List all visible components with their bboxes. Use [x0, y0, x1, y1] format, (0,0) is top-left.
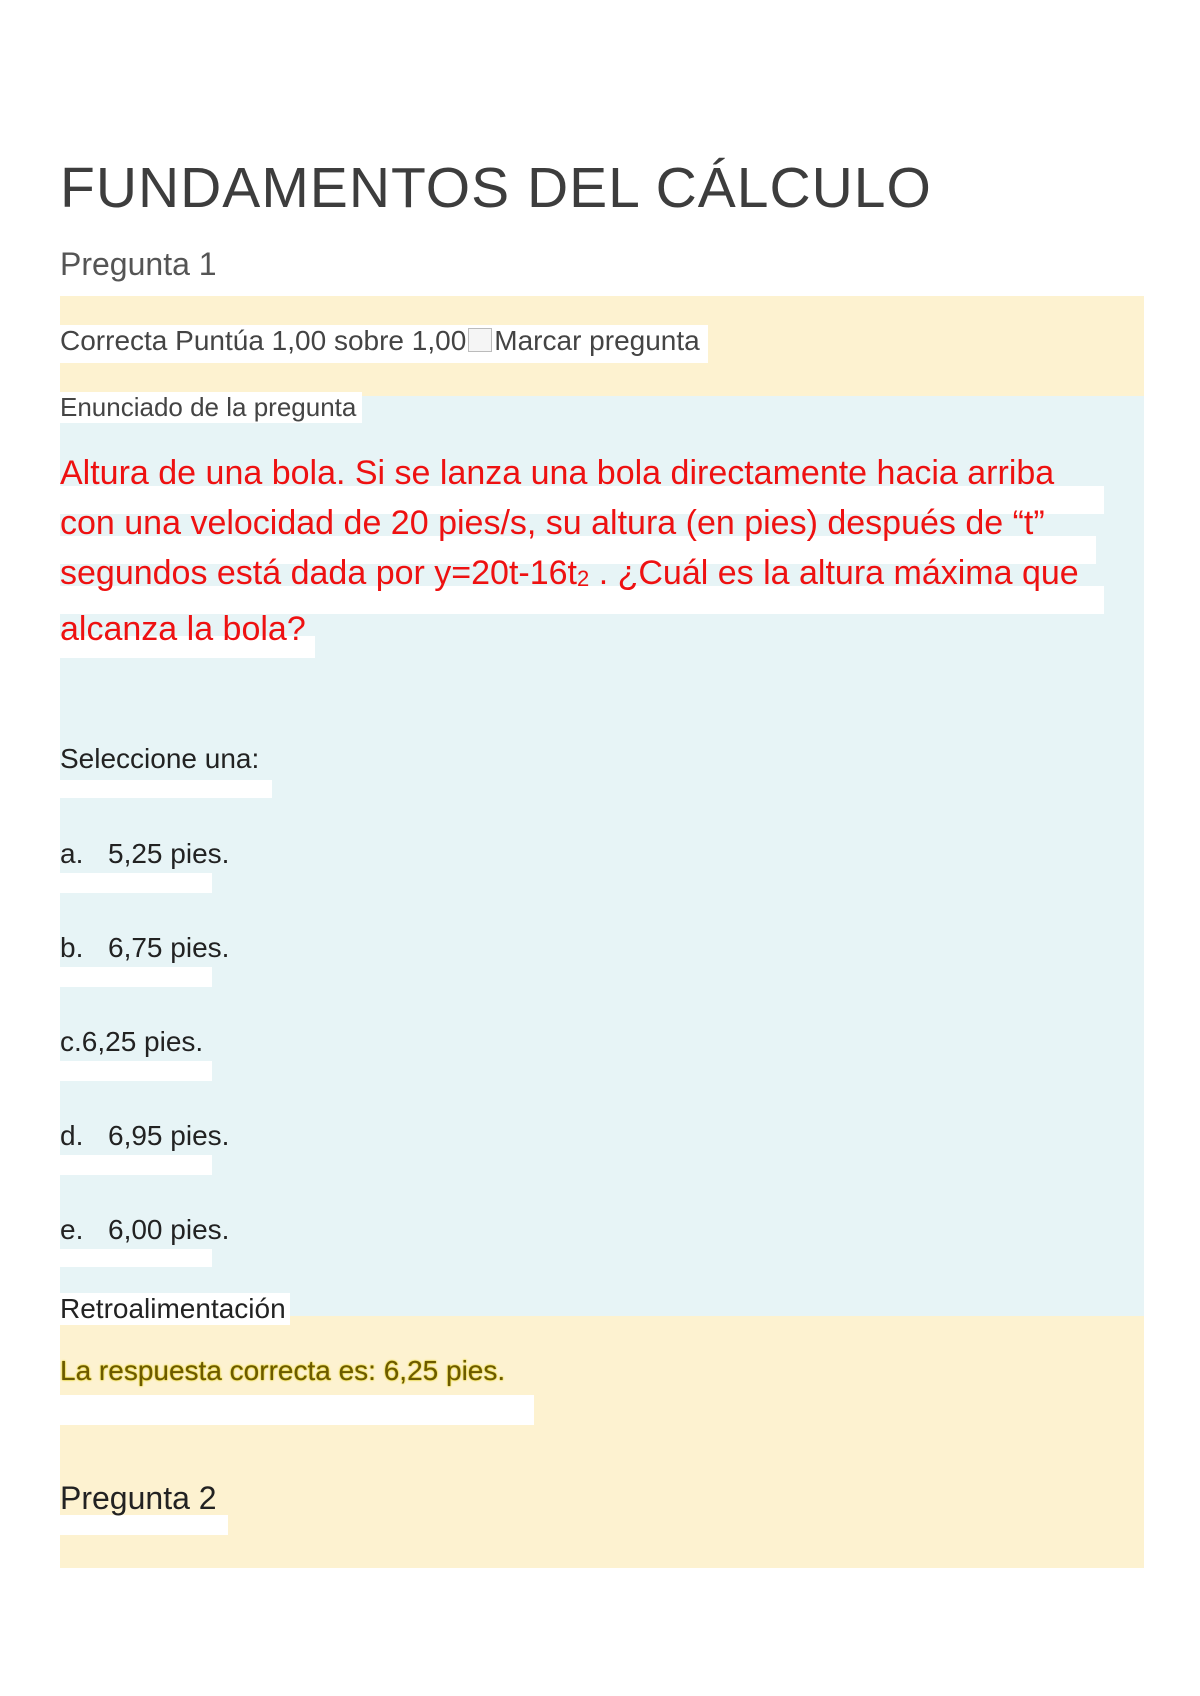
option-letter: d. [60, 1120, 84, 1151]
flag-question-link[interactable]: Marcar pregunta [494, 325, 700, 356]
text-strip [60, 873, 212, 893]
question-2-heading: Pregunta 2 [60, 1480, 217, 1516]
text-strip [60, 1061, 212, 1081]
answer-option-e[interactable] [60, 1214, 229, 1246]
option-letter: a. [60, 838, 84, 869]
option-letter: e. [60, 1214, 84, 1245]
question-score: Puntúa 1,00 sobre 1,00 [175, 325, 467, 356]
question-text-end: . ¿Cuál es la altura máxima que alcanza la bola? [60, 554, 1079, 648]
flag-checkbox[interactable] [468, 328, 492, 352]
page-title: FUNDAMENTOS DEL CÁLCULO [60, 156, 932, 220]
question-1-heading: Pregunta 1 [60, 246, 217, 282]
option-text: 6,95 pies. [108, 1120, 230, 1151]
answer-option-b[interactable] [60, 932, 229, 964]
option-letter: c. [60, 1026, 82, 1057]
question-text-main: Altura de una bola. Si se lanza una bola directamente hacia arriba con una velocidad de 20 pies/s, su altura (en pies) después de “t” segundos está dada por y=20t-16t [60, 454, 1055, 592]
select-one-label: Seleccione una: [60, 743, 260, 774]
answer-option-d[interactable] [60, 1120, 229, 1152]
answer-option-a[interactable] [60, 838, 229, 870]
option-text: 6,00 pies. [108, 1214, 230, 1245]
question-status: Correcta [60, 325, 168, 356]
answer-option-c[interactable] [60, 1026, 203, 1058]
text-strip [60, 1155, 212, 1175]
feedback-label: Retroalimentación [60, 1293, 290, 1325]
option-text: 6,75 pies. [108, 932, 230, 963]
option-text: 6,25 pies. [81, 1026, 204, 1057]
text-strip [60, 1515, 228, 1535]
option-letter: b. [60, 932, 84, 963]
option-text: 5,25 pies. [108, 838, 230, 869]
text-strip [60, 1249, 212, 1267]
question-exponent: 2 [577, 566, 590, 591]
text-strip [60, 967, 212, 987]
text-strip [60, 780, 272, 798]
statement-label: Enunciado de la pregunta [60, 392, 362, 423]
correct-answer-text: La respuesta correcta es: 6,25 pies. [60, 1355, 506, 1386]
text-strip [60, 1395, 534, 1425]
question-info [60, 325, 708, 363]
question-text [60, 448, 1100, 654]
